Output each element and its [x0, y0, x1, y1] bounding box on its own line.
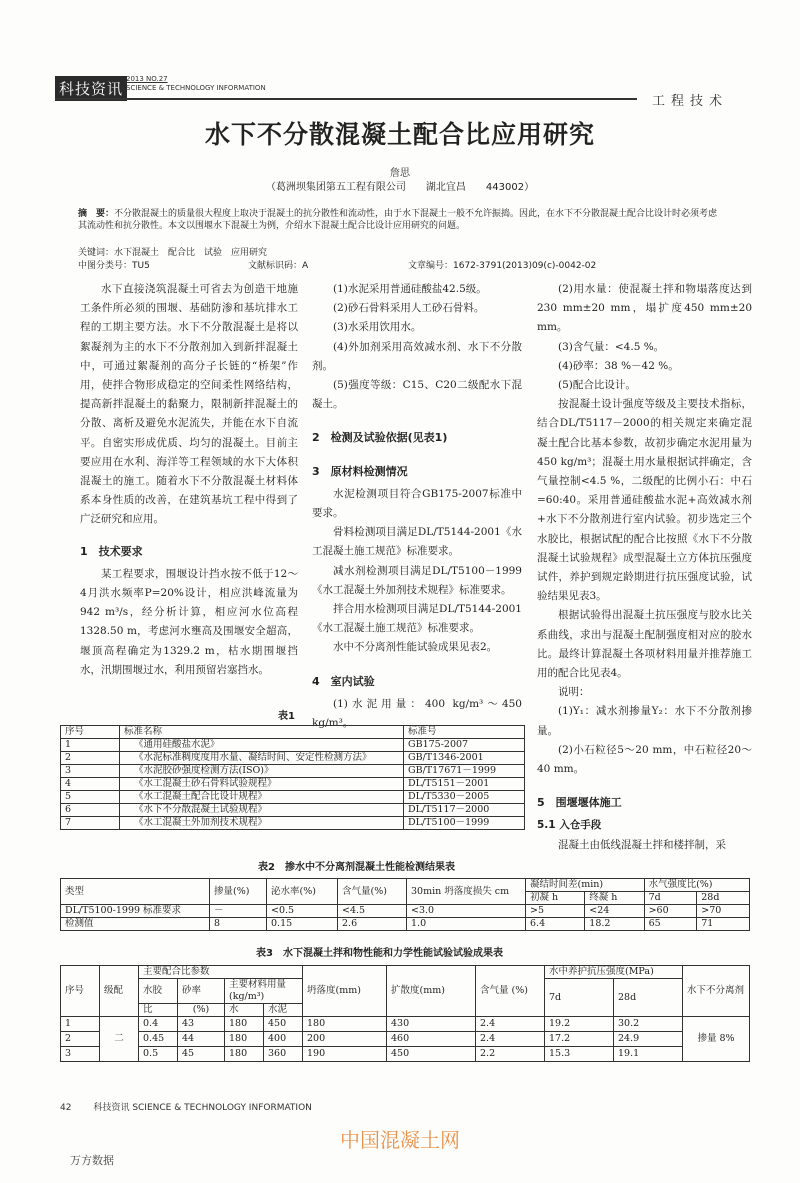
cell: 30.2	[614, 1017, 683, 1032]
section-5-heading: 5 围堰堰体施工	[537, 796, 622, 810]
note-item: (2)小石粒径5～20 mm，中石粒径20～40 mm。	[537, 743, 752, 776]
footer-journal-name: 科技资讯 SCIENCE & TECHNOLOGY INFORMATION	[93, 1103, 312, 1113]
watermark: 中国混凝土网	[340, 1128, 460, 1152]
cell: 《水下不分散混凝土试验规程》	[120, 804, 404, 817]
wanfang-source-mark: 万方数据	[70, 1154, 114, 1167]
grade-cell: 二	[100, 1017, 139, 1062]
paragraph: 水中不分离剂性能试验成果见表2。	[333, 641, 498, 654]
cell: 2	[61, 752, 120, 765]
section-1-heading: 1 技术要求	[80, 544, 143, 558]
cell: GB/T1346-2001	[404, 752, 525, 765]
cell: 65	[644, 918, 697, 931]
page-footer	[60, 1100, 312, 1113]
cell: 4	[61, 778, 120, 791]
section-5-1-heading: 5.1 入仓手段	[537, 819, 602, 832]
column-1	[80, 280, 298, 680]
section-4-heading: 4 室内试验	[312, 674, 375, 688]
cell: 《水工混凝土砂石骨料试验规程》	[120, 778, 404, 791]
article-meta	[78, 245, 738, 271]
cell: 2.2	[476, 1047, 545, 1062]
table-2-caption: 表2 掺水中不分离剂混凝土性能检测结果表	[258, 862, 455, 873]
column-header: 终凝 h	[585, 892, 644, 905]
table-1	[60, 725, 525, 830]
cell: 3	[61, 765, 120, 778]
paragraph: 水泥检测项目符合GB175-2007标准中要求。	[312, 487, 522, 520]
cell: －	[210, 905, 267, 918]
article-title: 水下不分散混凝土配合比应用研究	[204, 120, 595, 149]
table-2	[60, 878, 750, 931]
cell: 7	[61, 817, 120, 830]
column-header: 掺量(%)	[210, 879, 267, 905]
keywords-label: 关键词：	[78, 248, 115, 258]
list-item: (2)用水量：使混凝土拌和物塌落度达到230 mm±20 mm，塌扩度450 mm±20 mm。	[537, 283, 752, 334]
journal-english-name: SCIENCE & TECHNOLOGY INFORMATION	[126, 84, 266, 92]
cell: 180	[303, 1017, 387, 1032]
table-row	[61, 804, 525, 817]
cell: 450	[264, 1017, 303, 1032]
cell: 8	[210, 918, 267, 931]
cell: 1	[61, 739, 120, 752]
column-header: 标准名称	[120, 726, 404, 739]
agent-cell: 掺量 8%	[683, 1017, 750, 1062]
column-header: 标准号	[404, 726, 525, 739]
table-row	[61, 752, 525, 765]
journal-logo: 科技资讯	[55, 76, 127, 101]
cell: 15.3	[545, 1047, 614, 1062]
list-item: (2)砂石骨料采用人工砂石骨料。	[333, 302, 485, 315]
column-2	[312, 280, 522, 733]
cell: 19.2	[545, 1017, 614, 1032]
column-header: 泌水率(%)	[267, 879, 338, 905]
cell: 180	[225, 1047, 264, 1062]
note-item: (1)Y₁：减水剂掺量Y₂：水下不分散剂掺量。	[537, 705, 752, 737]
cell: 450	[387, 1047, 476, 1062]
cell: 2.6	[338, 918, 407, 931]
list-item: (3)水采用饮用水。	[333, 321, 422, 334]
cell: >60	[644, 905, 697, 918]
list-item: (5)配合比设计。	[558, 379, 636, 392]
column-header: 7d	[644, 892, 697, 905]
cell: 18.2	[585, 918, 644, 931]
table-row	[61, 778, 525, 791]
column-header: 序号	[61, 726, 120, 739]
column-header: 主要材料用量(kg/m³)	[225, 979, 303, 1004]
abstract	[78, 208, 718, 232]
table-row	[61, 791, 525, 804]
cell: 190	[303, 1047, 387, 1062]
paragraph: 骨料检测项目满足DL/T5144-2001《水工混凝土施工规范》标准要求。	[312, 526, 522, 558]
table-header-row	[61, 966, 750, 979]
note-label: 说明：	[558, 686, 590, 699]
cell: >70	[697, 905, 750, 918]
table-3-caption: 表3 水下混凝土拌和物性能和力学性能试验试验成果表	[256, 948, 503, 959]
column-header: 水胶	[139, 979, 178, 1004]
page-number: 42	[60, 1103, 72, 1113]
cell: <3.0	[407, 905, 526, 918]
cell: 400	[264, 1032, 303, 1047]
list-item: (4)砂率：38 %－42 %。	[558, 359, 679, 372]
cell: 《水工混凝土外加剂技术规程》	[120, 817, 404, 830]
column-header: 水气强度比(%)	[644, 879, 749, 892]
cell: 5	[61, 791, 120, 804]
column-header: 初凝 h	[526, 892, 585, 905]
section-tag: 工程技术	[652, 94, 729, 109]
cell: 6	[61, 804, 120, 817]
column-header: 凝结时间差(min)	[526, 879, 645, 892]
cell: <4.5	[338, 905, 407, 918]
paragraph: 根据试验得出混凝土抗压强度与胶水比关系曲线，求出与混凝土配制强度相对应的胶水比。最终计算混凝土各项材料用量并推荐施工用的配合比见表4。	[537, 609, 752, 680]
cell: 460	[387, 1032, 476, 1047]
column-header: 级配	[100, 966, 139, 1017]
issue-number: 2013 NO.27	[126, 75, 168, 83]
column-header: 含气量(%)	[338, 879, 407, 905]
cell: 24.9	[614, 1032, 683, 1047]
paragraph: 减水剂检测项目满足DL/T5100－1999《水工混凝土外加剂技术规程》标准要求。	[312, 564, 522, 596]
cell: 430	[387, 1017, 476, 1032]
cell: DL/T5100－1999	[404, 817, 525, 830]
cell: 71	[697, 918, 750, 931]
abstract-text: 不分散混凝土的质量很大程度上取决于混凝土的抗分散性和流动性，由于水下混凝土一般不允许振捣。因此，在水下不分散混凝土配合比设计时必须考虑其流动性和抗分散性。本文以围堰水下混凝土为例，介绍水下混凝土配合比设计应用研究的问题。	[78, 209, 718, 231]
column-header: 比	[139, 1004, 178, 1017]
cell: 1.0	[407, 918, 526, 931]
cell: GB175-2007	[404, 739, 525, 752]
cell: 2.4	[476, 1032, 545, 1047]
column-header: 砂率	[178, 979, 225, 1004]
cell: DL/T5151－2001	[404, 778, 525, 791]
issue-info	[126, 75, 266, 93]
cell: 43	[178, 1017, 225, 1032]
column-header: 28d	[614, 979, 683, 1017]
column-header: 含气量 (%)	[476, 966, 545, 1017]
cell: GB/T17671－1999	[404, 765, 525, 778]
cell: 44	[178, 1032, 225, 1047]
list-item: (3)含气量：<4.5 %。	[558, 340, 665, 353]
cell: DL/T5100-1999 标准要求	[61, 905, 210, 918]
cell: DL/T5330－2005	[404, 791, 525, 804]
abstract-label: 摘 要：	[78, 209, 115, 219]
column-header: 水下不分离剂	[683, 966, 750, 1017]
cell: 0.15	[267, 918, 338, 931]
column-header: 类型	[61, 879, 210, 905]
list-item: (5)强度等级：C15、C20二级配水下混凝土。	[312, 379, 522, 411]
table-1-caption: 表1	[278, 711, 295, 722]
column-header: 28d	[697, 892, 750, 905]
cell: 0.4	[139, 1017, 178, 1032]
table-row	[61, 739, 525, 752]
cell: 检测值	[61, 918, 210, 931]
cell: 360	[264, 1047, 303, 1062]
cell: 45	[178, 1047, 225, 1062]
table-row	[61, 1032, 750, 1047]
cell: 17.2	[545, 1032, 614, 1047]
section-2-heading: 2 检测及试验依据(见表1)	[312, 431, 448, 445]
cell: 0.5	[139, 1047, 178, 1062]
cell: 200	[303, 1032, 387, 1047]
cell: <0.5	[267, 905, 338, 918]
cell: 19.1	[614, 1047, 683, 1062]
list-item: (1)水泥用量：400 kg/m³～450 kg/m³。	[312, 697, 522, 730]
paragraph: 按混凝土设计强度等级及主要技术指标，结合DL/T5117－2000的相关规定来确定混凝土配合比基本参数，故初步确定水泥用量为450 kg/m³；混凝土用水量根据试拌确定，含气量控制<4.5 %，二级配的比例小石：中石=60:40。采用普通硅酸盐水泥+高效减水剂+水下不分散剂进行室内试验。初步选定三个水胶比，根据试配的配合比按照《水下不分散混凝土试验规程》成型混凝土立方体抗压强度试件，养护到规定龄期进行抗压强度试验，试验结果见表3。	[537, 398, 752, 603]
table-row	[61, 918, 750, 931]
cell: 180	[225, 1017, 264, 1032]
keywords: 水下混凝土 配合比 试验 应用研究	[114, 248, 268, 258]
cell: >5	[526, 905, 585, 918]
paragraph: 混凝土由低线混凝土拌和楼拌制，采	[558, 838, 726, 851]
document-code: 文献标识码：A	[248, 261, 309, 271]
table-row	[61, 1017, 750, 1032]
column-header: 扩散度(mm)	[387, 966, 476, 1017]
author: 詹思	[390, 168, 410, 179]
column-header: 序号	[61, 966, 100, 1017]
list-item: (1)水泥采用普通硅酸盐42.5级。	[333, 283, 487, 295]
section-3-heading: 3 原材料检测情况	[312, 464, 408, 478]
table-row	[61, 817, 525, 830]
cell: 0.45	[139, 1032, 178, 1047]
cell: 1	[61, 1017, 100, 1032]
article-number: 文章编号：1672-3791(2013)09(c)-0042-02	[408, 261, 597, 271]
cell: 2	[61, 1032, 100, 1047]
cell: 3	[61, 1047, 100, 1062]
column-header: (%)	[178, 1004, 225, 1017]
clc-number: 中图分类号：TU5	[78, 261, 150, 271]
section-1-body: 某工程要求，围堰设计挡水按不低于12～4月洪水频率P=20%设计，相应洪峰流量为942 m³/s，经分析计算，相应河水位高程1328.50 m，考虑河水壅高及围堰安全超高，堰顶高程确定为1329.2 m，枯水期围堰挡水，汛期围堰过水，利用预留岩塞挡水。	[80, 567, 298, 676]
table-row	[61, 765, 525, 778]
cell: 《水泥标准稠度度用水量、凝结时间、安定性检测方法》	[120, 752, 404, 765]
column-3	[537, 280, 752, 855]
cell: 2.4	[476, 1017, 545, 1032]
column-header: 坍落度(mm)	[303, 966, 387, 1017]
cell: <24	[585, 905, 644, 918]
affiliation: （葛洲坝集团第五工程有限公司 湖北宜昌 443002）	[265, 182, 535, 193]
column-header: 主要配合比参数	[139, 966, 303, 979]
table-row	[61, 1047, 750, 1062]
table-header-row	[61, 879, 750, 892]
table-row	[61, 905, 750, 918]
column-header: 30min 坍落度损失 cm	[407, 879, 526, 905]
cell: 《通用硅酸盐水泥》	[120, 739, 404, 752]
cell: 180	[225, 1032, 264, 1047]
table-header-row	[61, 726, 525, 739]
paragraph: 拌合用水检测项目满足DL/T5144-2001《水工混凝土施工规范》标准要求。	[312, 603, 522, 635]
cell: 6.4	[526, 918, 585, 931]
cell: 《水工混凝土配合比设计规程》	[120, 791, 404, 804]
cell: DL/T5117－2000	[404, 804, 525, 817]
table-3	[60, 965, 750, 1062]
intro-paragraph: 水下直接浇筑混凝土可省去为创造干地施工条件所必须的围堰、基础防渗和基坑排水工程的工期主要方法。水下不分散混凝土是将以絮凝剂为主的水下不分散剂加入到新拌混凝土中，可通过絮凝剂的高分子长链的“桥架”作用，使拌合物形成稳定的空间柔性网络结构，提高新拌混凝土的黏聚力，限制新拌混凝土的分散、离析及避免水泥流失，并能在水下自流平。自密实形成优质、均匀的混凝土。目前主要应用在水利、海洋等工程领域的水下大体积混凝土的施工。随着水下不分散混凝土材料体系本身性质的改善，在建筑基坑工程中得到了广泛研究和应用。	[80, 283, 298, 526]
column-header: 水	[225, 1004, 264, 1017]
column-header: 7d	[545, 979, 614, 1017]
column-header: 水中养护抗压强度(MPa)	[545, 966, 683, 979]
cell: 《水泥胶砂强度检测方法(ISO)》	[120, 765, 404, 778]
column-header: 水泥	[264, 1004, 303, 1017]
list-item: (4)外加剂采用高效减水剂、水下不分散剂。	[312, 340, 522, 372]
header-rule	[55, 98, 637, 100]
